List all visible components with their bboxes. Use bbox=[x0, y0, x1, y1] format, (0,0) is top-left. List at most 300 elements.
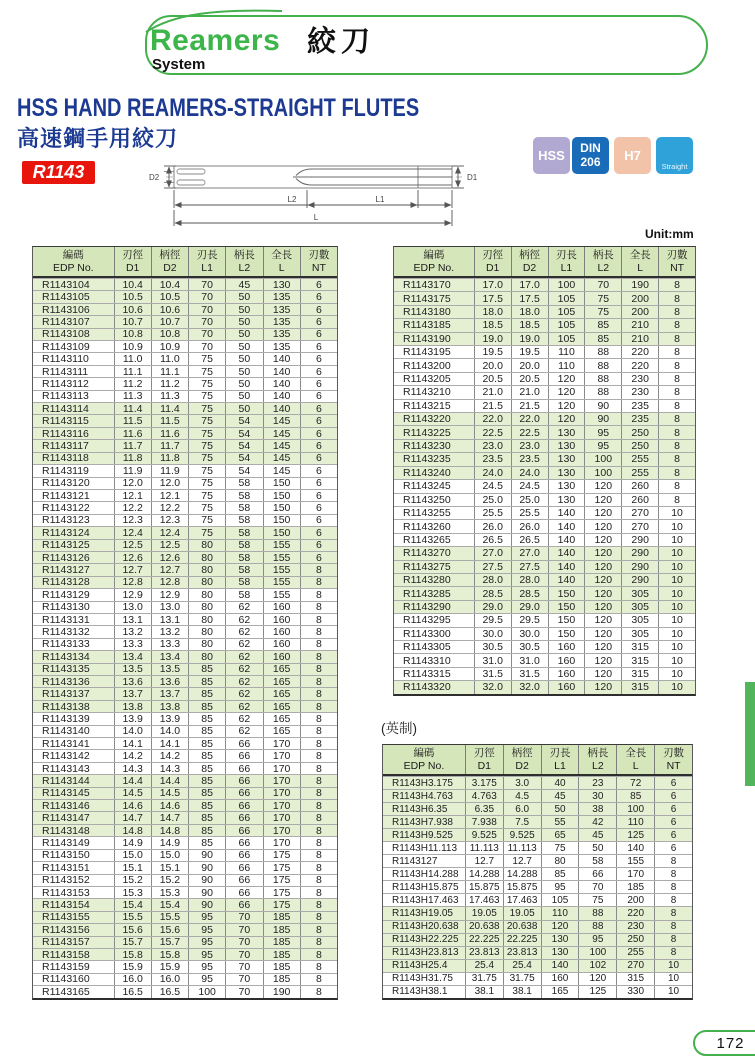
value-cell: 11.0 bbox=[114, 353, 151, 364]
value-cell: 72 bbox=[616, 777, 654, 789]
value-cell: 26.0 bbox=[511, 520, 548, 532]
value-cell: 305 bbox=[621, 628, 658, 640]
edp-no-cell: R1143123 bbox=[42, 514, 90, 527]
table-row bbox=[33, 886, 337, 898]
value-cell: 24.5 bbox=[511, 480, 548, 492]
value-cell: 8 bbox=[658, 279, 695, 291]
value-cell: 8 bbox=[300, 564, 337, 575]
value-cell: 130 bbox=[263, 279, 300, 290]
table-row bbox=[33, 539, 337, 551]
value-cell: 8 bbox=[300, 651, 337, 662]
value-cell: 75 bbox=[188, 440, 225, 451]
value-cell: 250 bbox=[621, 426, 658, 438]
column-header: 刃徑 D1 bbox=[474, 247, 511, 276]
value-cell: 85 bbox=[188, 726, 225, 737]
value-cell: 50 bbox=[225, 366, 262, 377]
table-row bbox=[383, 828, 692, 841]
value-cell: 135 bbox=[263, 316, 300, 327]
column-header: 刃數 NT bbox=[658, 247, 695, 276]
column-header: 刃數 NT bbox=[300, 247, 337, 276]
value-cell: 80 bbox=[188, 602, 225, 613]
table-row bbox=[33, 700, 337, 712]
edp-no-cell: R1143H3.175 bbox=[392, 777, 453, 789]
value-cell: 66 bbox=[225, 788, 262, 799]
edp-no-cell: R1143114 bbox=[42, 403, 89, 415]
table-row bbox=[394, 506, 695, 519]
value-cell: 170 bbox=[263, 788, 300, 799]
edp-no-cell: R1143175 bbox=[403, 292, 451, 305]
value-cell: 80 bbox=[188, 564, 225, 575]
value-cell: 120 bbox=[584, 480, 621, 492]
value-cell: 130 bbox=[548, 453, 585, 465]
value-cell: 120 bbox=[584, 668, 621, 680]
value-cell: 8 bbox=[300, 676, 337, 687]
value-cell: 58 bbox=[225, 527, 262, 538]
value-cell: 11.6 bbox=[151, 428, 188, 439]
value-cell: 120 bbox=[584, 654, 621, 666]
value-cell: 315 bbox=[621, 654, 658, 666]
value-cell: 120 bbox=[584, 534, 621, 546]
value-cell: 125 bbox=[616, 829, 654, 841]
table-row bbox=[394, 452, 695, 465]
value-cell: 8 bbox=[300, 812, 337, 823]
value-cell: 120 bbox=[584, 628, 621, 640]
edp-no-cell: R1143165 bbox=[42, 986, 90, 998]
value-cell: 150 bbox=[548, 587, 585, 599]
badge-h7 bbox=[614, 137, 651, 174]
value-cell: 110 bbox=[616, 816, 654, 828]
value-cell: 62 bbox=[225, 676, 262, 687]
value-cell: 95 bbox=[188, 937, 225, 948]
table-row bbox=[394, 640, 695, 653]
edp-no-cell: R1143139 bbox=[42, 713, 90, 725]
edp-no-cell: R1143144 bbox=[42, 775, 90, 787]
value-cell: 27.5 bbox=[511, 561, 548, 573]
value-cell: 31.0 bbox=[474, 654, 511, 666]
value-cell: 10 bbox=[658, 628, 695, 640]
table-row bbox=[33, 526, 337, 538]
value-cell: 8 bbox=[300, 589, 337, 600]
table-row bbox=[33, 452, 337, 464]
value-cell: 170 bbox=[263, 837, 300, 848]
value-cell: 235 bbox=[621, 400, 658, 412]
value-cell: 15.7 bbox=[151, 937, 188, 948]
value-cell: 75 bbox=[188, 490, 225, 501]
table-row bbox=[33, 551, 337, 563]
value-cell: 66 bbox=[225, 812, 262, 823]
value-cell: 9.525 bbox=[465, 829, 503, 841]
value-cell: 42 bbox=[578, 816, 616, 828]
value-cell: 135 bbox=[263, 341, 300, 352]
value-cell: 50 bbox=[225, 304, 262, 315]
value-cell: 14.2 bbox=[151, 750, 188, 761]
value-cell: 62 bbox=[225, 614, 262, 625]
edp-no-cell: R1143133 bbox=[42, 638, 90, 651]
metric-table-right bbox=[393, 246, 696, 696]
value-cell: 185 bbox=[616, 881, 654, 893]
value-cell: 27.0 bbox=[511, 547, 548, 559]
badge-din-206 bbox=[572, 137, 609, 174]
value-cell: 85 bbox=[188, 763, 225, 774]
value-cell: 50 bbox=[541, 803, 579, 815]
edp-no-cell: R1143119 bbox=[42, 465, 89, 477]
value-cell: 140 bbox=[263, 391, 300, 402]
table-row bbox=[33, 973, 337, 985]
table-row bbox=[394, 358, 695, 371]
value-cell: 135 bbox=[263, 304, 300, 315]
value-cell: 70 bbox=[225, 912, 262, 923]
table-row bbox=[33, 414, 337, 426]
table-row bbox=[33, 774, 337, 786]
value-cell: 12.0 bbox=[151, 478, 188, 489]
value-cell: 10.4 bbox=[114, 279, 151, 290]
edp-no-cell: R1143210 bbox=[403, 386, 451, 399]
value-cell: 80 bbox=[188, 651, 225, 662]
edp-no-cell: R1143146 bbox=[42, 800, 90, 812]
value-cell: 70 bbox=[225, 961, 262, 972]
value-cell: 175 bbox=[263, 850, 300, 861]
value-cell: 15.0 bbox=[114, 850, 151, 861]
value-cell: 31.0 bbox=[511, 654, 548, 666]
value-cell: 45 bbox=[578, 829, 616, 841]
value-cell: 13.1 bbox=[151, 614, 188, 625]
unit-label: Unit:mm bbox=[645, 227, 694, 241]
value-cell: 150 bbox=[263, 515, 300, 526]
value-cell: 145 bbox=[263, 415, 300, 426]
value-cell: 70 bbox=[225, 924, 262, 935]
column-header: 編碼 EDP No. bbox=[413, 248, 455, 274]
value-cell: 6 bbox=[654, 803, 692, 815]
value-cell: 8 bbox=[300, 701, 337, 712]
value-cell: 9.525 bbox=[503, 829, 541, 841]
value-cell: 21.0 bbox=[511, 386, 548, 398]
value-cell: 85 bbox=[188, 750, 225, 761]
value-cell: 14.9 bbox=[151, 837, 188, 848]
value-cell: 10.4 bbox=[151, 279, 188, 290]
table-row bbox=[394, 385, 695, 398]
table-row bbox=[33, 911, 337, 923]
value-cell: 50 bbox=[225, 391, 262, 402]
value-cell: 8 bbox=[658, 413, 695, 425]
value-cell: 10.5 bbox=[114, 291, 151, 302]
value-cell: 6 bbox=[300, 415, 337, 426]
value-cell: 8 bbox=[300, 626, 337, 637]
edp-no-cell: R1143134 bbox=[42, 651, 90, 663]
value-cell: 15.1 bbox=[151, 862, 188, 873]
value-cell: 8 bbox=[654, 947, 692, 959]
table-row bbox=[33, 936, 337, 948]
value-cell: 10.7 bbox=[151, 316, 188, 327]
value-cell: 155 bbox=[263, 564, 300, 575]
value-cell: 20.5 bbox=[474, 373, 511, 385]
value-cell: 14.288 bbox=[465, 868, 503, 880]
value-cell: 290 bbox=[621, 561, 658, 573]
value-cell: 185 bbox=[263, 912, 300, 923]
value-cell: 70 bbox=[188, 304, 225, 315]
value-cell: 85 bbox=[188, 664, 225, 675]
value-cell: 170 bbox=[263, 800, 300, 811]
value-cell: 23.0 bbox=[511, 440, 548, 452]
value-cell: 80 bbox=[188, 577, 225, 588]
value-cell: 130 bbox=[541, 947, 579, 959]
value-cell: 4.5 bbox=[503, 790, 541, 802]
edp-no-cell: R1143151 bbox=[42, 862, 90, 874]
inch-section-label: (英制) bbox=[381, 721, 417, 736]
table-row bbox=[33, 501, 337, 513]
value-cell: 140 bbox=[548, 547, 585, 559]
value-cell: 8 bbox=[658, 306, 695, 318]
value-cell: 50 bbox=[225, 353, 262, 364]
column-header: 柄長 L2 bbox=[584, 247, 621, 276]
edp-no-cell: R1143H25.4 bbox=[392, 960, 448, 972]
edp-no-cell: R1143115 bbox=[42, 415, 89, 427]
value-cell: 54 bbox=[225, 415, 262, 426]
value-cell: 13.4 bbox=[114, 651, 151, 662]
value-cell: 160 bbox=[263, 614, 300, 625]
table-row bbox=[383, 972, 692, 985]
value-cell: 105 bbox=[541, 894, 579, 906]
value-cell: 8 bbox=[300, 614, 337, 625]
table-row bbox=[394, 573, 695, 586]
value-cell: 12.7 bbox=[151, 564, 188, 575]
value-cell: 14.9 bbox=[114, 837, 151, 848]
table-row bbox=[33, 625, 337, 637]
value-cell: 70 bbox=[225, 974, 262, 985]
edp-no-cell: R1143H23.813 bbox=[392, 947, 459, 959]
value-cell: 8 bbox=[654, 855, 692, 867]
value-cell: 80 bbox=[188, 614, 225, 625]
value-cell: 290 bbox=[621, 574, 658, 586]
value-cell: 170 bbox=[263, 763, 300, 774]
value-cell: 175 bbox=[263, 875, 300, 886]
value-cell: 18.0 bbox=[474, 306, 511, 318]
value-cell: 140 bbox=[263, 353, 300, 364]
value-cell: 17.463 bbox=[465, 894, 503, 906]
edp-no-cell: R1143137 bbox=[42, 688, 90, 700]
value-cell: 27.0 bbox=[474, 547, 511, 559]
table-row bbox=[394, 399, 695, 412]
value-cell: 15.4 bbox=[114, 899, 151, 910]
value-cell: 8 bbox=[658, 426, 695, 438]
table-row bbox=[383, 802, 692, 815]
value-cell: 25.4 bbox=[503, 960, 541, 972]
table-row bbox=[383, 920, 692, 933]
value-cell: 20.0 bbox=[474, 359, 511, 371]
edp-no-cell: R1143220 bbox=[403, 413, 451, 426]
value-cell: 4.763 bbox=[465, 790, 503, 802]
value-cell: 6 bbox=[300, 378, 337, 389]
value-cell: 230 bbox=[621, 386, 658, 398]
value-cell: 12.6 bbox=[114, 552, 151, 563]
value-cell: 8 bbox=[300, 912, 337, 923]
column-header: 刃長 L1 bbox=[548, 247, 585, 276]
value-cell: 95 bbox=[578, 934, 616, 946]
edp-no-cell: R1143315 bbox=[403, 667, 451, 680]
value-cell: 13.6 bbox=[114, 676, 151, 687]
value-cell: 140 bbox=[263, 403, 300, 414]
value-cell: 120 bbox=[584, 614, 621, 626]
value-cell: 12.2 bbox=[114, 502, 151, 513]
inch-table bbox=[382, 744, 693, 1000]
value-cell: 14.5 bbox=[151, 788, 188, 799]
value-cell: 11.8 bbox=[151, 453, 188, 464]
value-cell: 8 bbox=[300, 602, 337, 613]
value-cell: 270 bbox=[621, 507, 658, 519]
edp-no-cell: R1143250 bbox=[403, 493, 451, 506]
value-cell: 102 bbox=[578, 960, 616, 972]
value-cell: 23.0 bbox=[474, 440, 511, 452]
value-cell: 22.225 bbox=[465, 934, 503, 946]
value-cell: 6 bbox=[300, 453, 337, 464]
table-row bbox=[33, 898, 337, 910]
table-row bbox=[33, 563, 337, 575]
value-cell: 88 bbox=[584, 346, 621, 358]
edp-no-cell: R1143245 bbox=[403, 480, 451, 493]
value-cell: 16.0 bbox=[151, 974, 188, 985]
edp-no-cell: R1143295 bbox=[403, 614, 451, 627]
value-cell: 88 bbox=[584, 386, 621, 398]
value-cell: 6 bbox=[300, 527, 337, 538]
value-cell: 14.1 bbox=[114, 738, 151, 749]
edp-no-cell: R1143112 bbox=[42, 378, 89, 390]
value-cell: 85 bbox=[584, 333, 621, 345]
value-cell: 250 bbox=[616, 934, 654, 946]
value-cell: 165 bbox=[263, 664, 300, 675]
value-cell: 11.4 bbox=[151, 403, 188, 414]
value-cell: 18.5 bbox=[474, 319, 511, 331]
badge-hss bbox=[533, 137, 570, 174]
value-cell: 6 bbox=[300, 440, 337, 451]
value-cell: 88 bbox=[584, 359, 621, 371]
value-cell: 8 bbox=[658, 333, 695, 345]
value-cell: 14.6 bbox=[151, 800, 188, 811]
column-header: 柄徑 D2 bbox=[503, 745, 541, 774]
value-cell: 62 bbox=[225, 664, 262, 675]
value-cell: 23.5 bbox=[474, 453, 511, 465]
value-cell: 17.0 bbox=[511, 279, 548, 291]
value-cell: 95 bbox=[188, 961, 225, 972]
table-row bbox=[394, 425, 695, 438]
value-cell: 11.4 bbox=[114, 403, 151, 414]
value-cell: 14.3 bbox=[114, 763, 151, 774]
value-cell: 10 bbox=[658, 668, 695, 680]
value-cell: 10 bbox=[658, 614, 695, 626]
value-cell: 25.5 bbox=[511, 507, 548, 519]
value-cell: 6 bbox=[300, 478, 337, 489]
value-cell: 10 bbox=[658, 507, 695, 519]
value-cell: 50 bbox=[225, 403, 262, 414]
value-cell: 16.0 bbox=[114, 974, 151, 985]
value-cell: 100 bbox=[578, 947, 616, 959]
value-cell: 255 bbox=[621, 453, 658, 465]
edp-no-cell: R1143129 bbox=[42, 589, 90, 601]
value-cell: 220 bbox=[616, 907, 654, 919]
value-cell: 11.5 bbox=[114, 415, 151, 426]
value-cell: 62 bbox=[225, 639, 262, 650]
value-cell: 14.8 bbox=[114, 825, 151, 836]
value-cell: 8 bbox=[658, 440, 695, 452]
value-cell: 8 bbox=[300, 924, 337, 935]
edp-no-cell: R1143265 bbox=[403, 533, 451, 546]
value-cell: 8 bbox=[300, 961, 337, 972]
table-row bbox=[33, 340, 337, 352]
value-cell: 26.0 bbox=[474, 520, 511, 532]
column-header: 編碼 EDP No. bbox=[403, 746, 445, 772]
value-cell: 90 bbox=[584, 413, 621, 425]
value-cell: 130 bbox=[548, 426, 585, 438]
value-cell: 30.0 bbox=[474, 628, 511, 640]
value-cell: 6 bbox=[300, 341, 337, 352]
badge-h7-label: H7 bbox=[624, 148, 641, 163]
value-cell: 6 bbox=[654, 790, 692, 802]
value-cell: 13.7 bbox=[151, 688, 188, 699]
value-cell: 80 bbox=[188, 626, 225, 637]
value-cell: 190 bbox=[621, 279, 658, 291]
value-cell: 8 bbox=[654, 868, 692, 880]
value-cell: 170 bbox=[263, 775, 300, 786]
value-cell: 70 bbox=[225, 937, 262, 948]
edp-no-cell: R1143117 bbox=[42, 440, 89, 452]
table-row bbox=[33, 725, 337, 737]
table-row bbox=[394, 412, 695, 425]
edp-no-cell: R1143H31.75 bbox=[392, 973, 453, 985]
value-cell: 14.6 bbox=[114, 800, 151, 811]
value-cell: 8 bbox=[300, 750, 337, 761]
value-cell: 140 bbox=[263, 366, 300, 377]
value-cell: 6 bbox=[300, 540, 337, 551]
value-cell: 12.1 bbox=[114, 490, 151, 501]
value-cell: 13.9 bbox=[114, 713, 151, 724]
reamer-technical-drawing bbox=[140, 158, 485, 240]
table-row bbox=[394, 667, 695, 680]
value-cell: 120 bbox=[584, 587, 621, 599]
value-cell: 6 bbox=[300, 291, 337, 302]
value-cell: 260 bbox=[621, 494, 658, 506]
value-cell: 66 bbox=[225, 800, 262, 811]
column-header: 柄徑 D2 bbox=[511, 247, 548, 276]
value-cell: 10.9 bbox=[151, 341, 188, 352]
value-cell: 105 bbox=[548, 292, 585, 304]
edp-no-cell: R1143126 bbox=[42, 551, 90, 564]
value-cell: 13.7 bbox=[114, 688, 151, 699]
value-cell: 6 bbox=[654, 842, 692, 854]
value-cell: 95 bbox=[188, 912, 225, 923]
value-cell: 58 bbox=[225, 515, 262, 526]
edp-no-cell: R1143180 bbox=[403, 306, 451, 319]
value-cell: 88 bbox=[578, 921, 616, 933]
value-cell: 170 bbox=[616, 868, 654, 880]
category-title-zh: 絞刀 bbox=[307, 26, 376, 58]
value-cell: 250 bbox=[621, 440, 658, 452]
value-cell: 8 bbox=[658, 400, 695, 412]
value-cell: 100 bbox=[584, 467, 621, 479]
edp-no-cell: R1143110 bbox=[42, 353, 89, 365]
value-cell: 24.5 bbox=[474, 480, 511, 492]
edp-no-cell: R1143136 bbox=[42, 676, 90, 688]
value-cell: 11.9 bbox=[151, 465, 188, 476]
value-cell: 62 bbox=[225, 602, 262, 613]
value-cell: 12.0 bbox=[114, 478, 151, 489]
table-row bbox=[33, 352, 337, 364]
value-cell: 26.5 bbox=[474, 534, 511, 546]
value-cell: 10 bbox=[658, 654, 695, 666]
table-row bbox=[33, 960, 337, 972]
value-cell: 85 bbox=[584, 319, 621, 331]
table-row bbox=[33, 303, 337, 315]
value-cell: 210 bbox=[621, 319, 658, 331]
table-row bbox=[383, 815, 692, 828]
table-row bbox=[33, 712, 337, 724]
